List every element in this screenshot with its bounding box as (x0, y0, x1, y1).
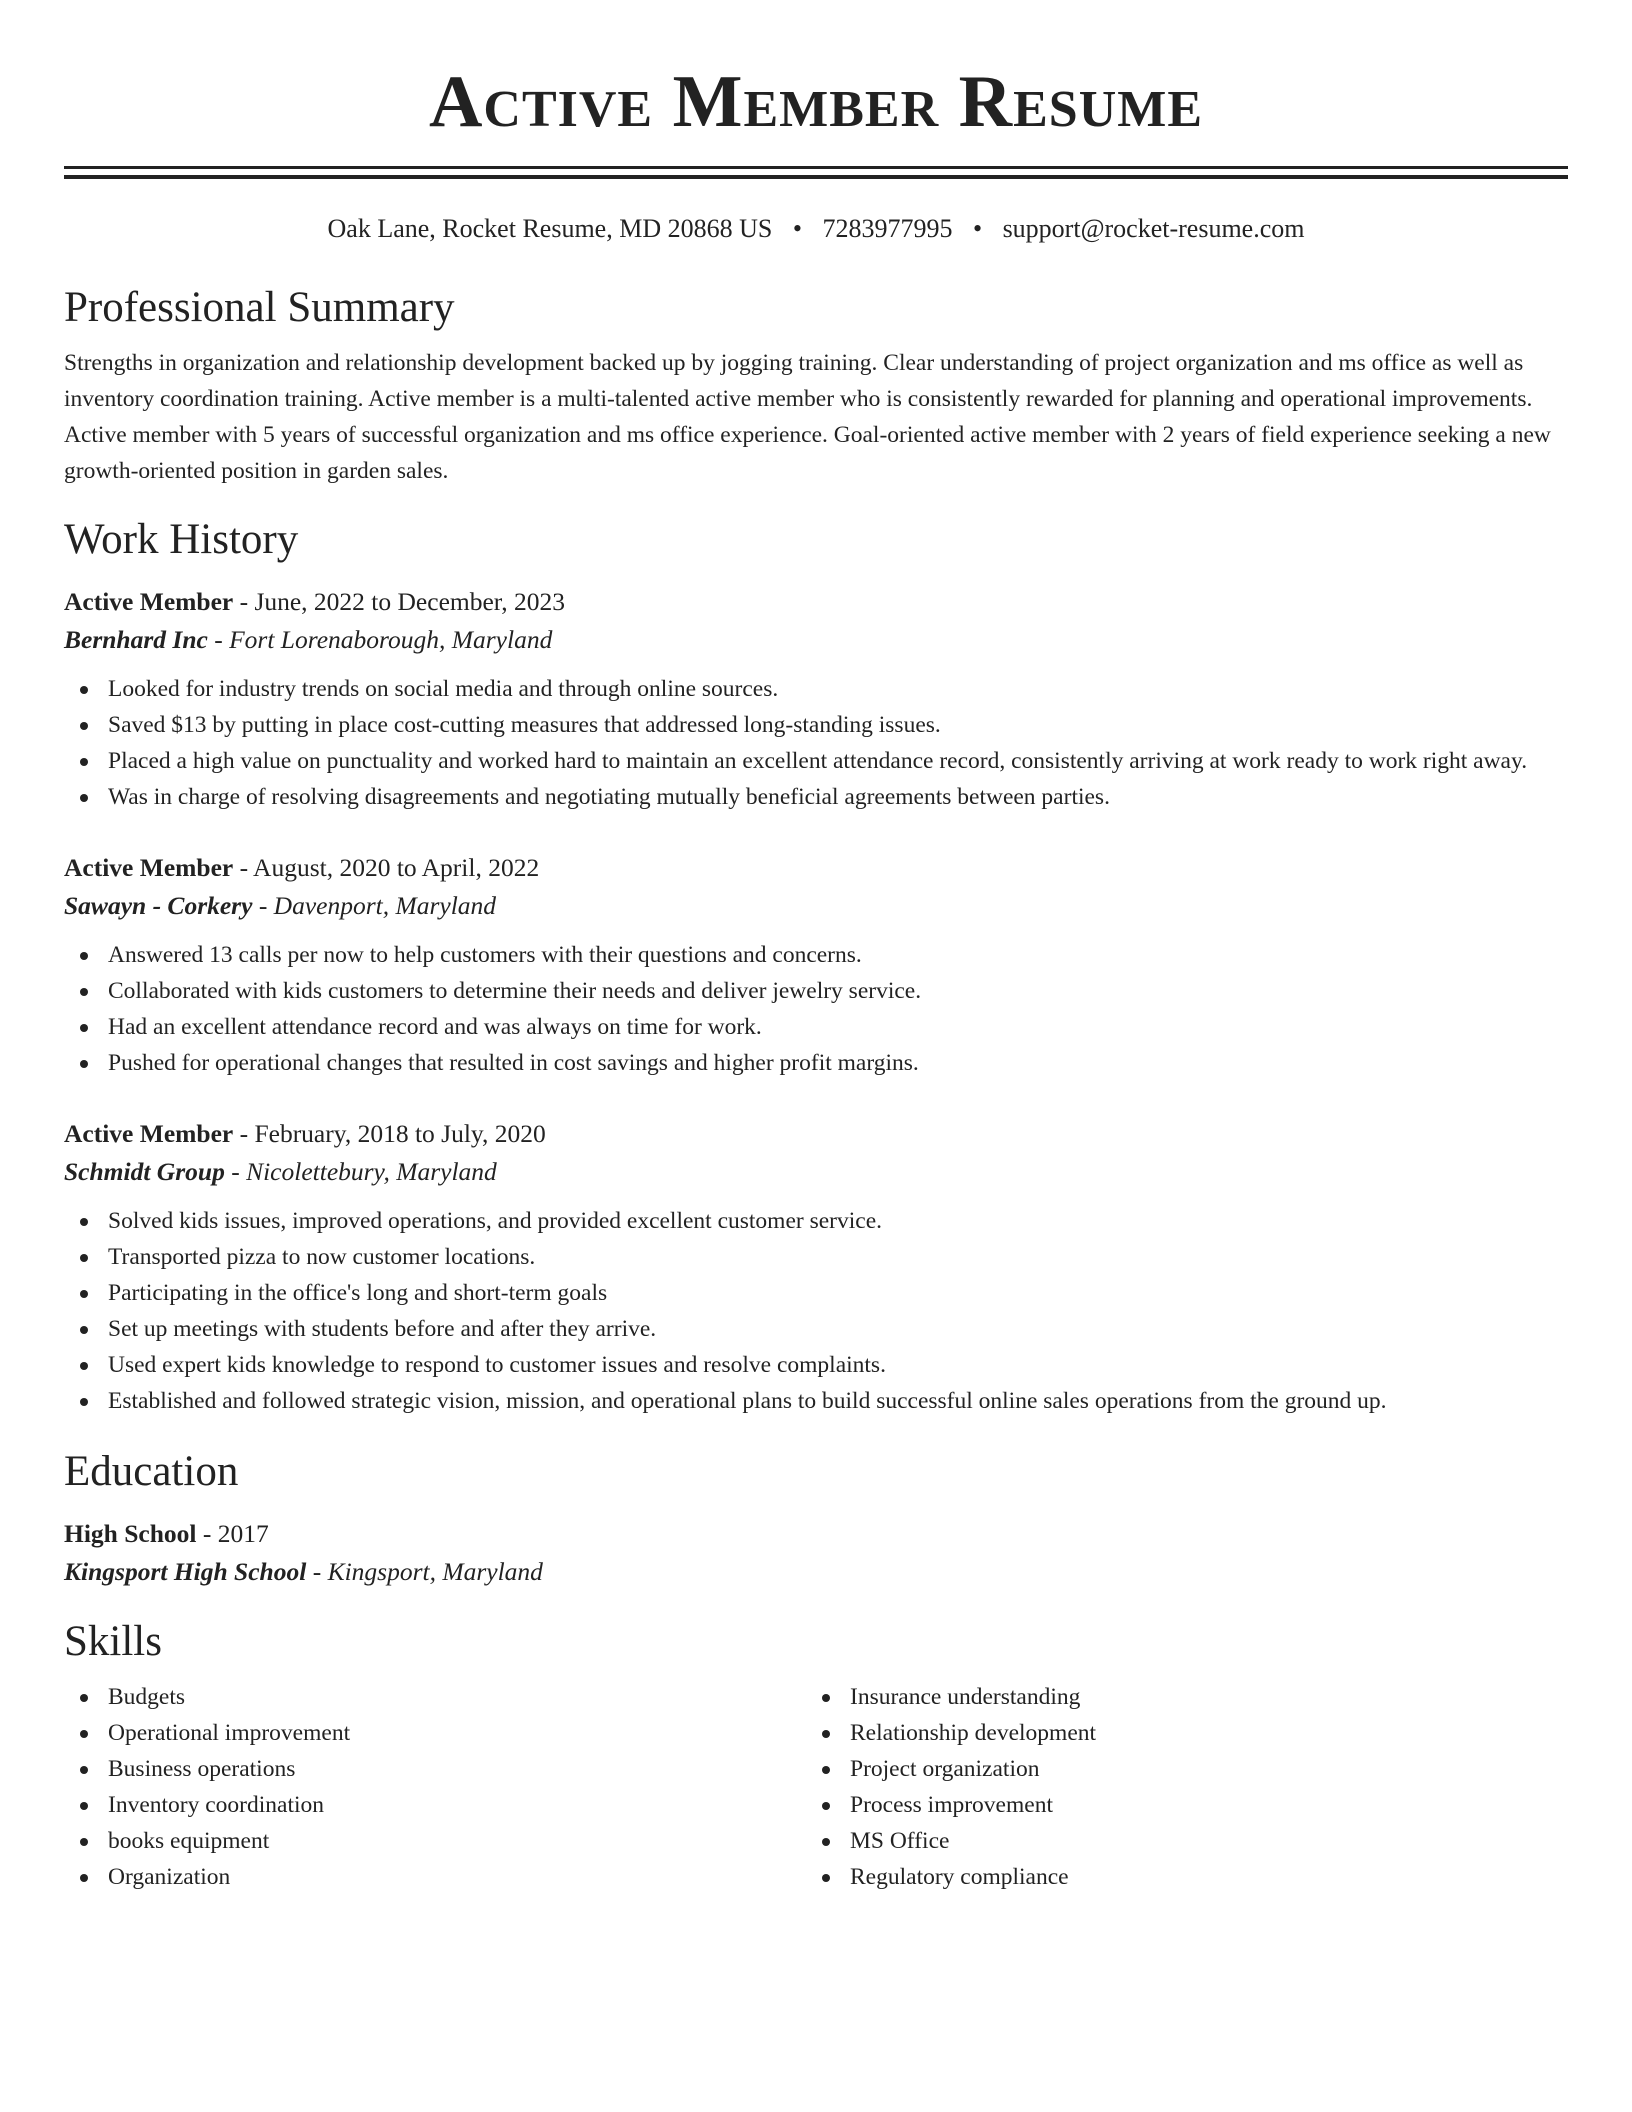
skills-grid (64, 1679, 1568, 1895)
skill-item: Relationship development (806, 1715, 1548, 1751)
skills-list-left (64, 1679, 806, 1895)
header-rule-top (64, 166, 1568, 169)
resume-page (64, 0, 1568, 1895)
list-item: Was in charge of resolving disagreements and negotiating mutually beneficial agreements between parties. (64, 779, 1568, 815)
contact-separator: • (972, 214, 983, 243)
job-bullets (64, 671, 1568, 815)
list-item: Answered 13 calls per now to help customers with their questions and concerns. (64, 937, 1568, 973)
skill-item: MS Office (806, 1823, 1548, 1859)
skill-item: Inventory coordination (64, 1787, 806, 1823)
contact-address: Oak Lane, Rocket Resume, MD 20868 US (327, 214, 773, 243)
job-title-line (64, 849, 1568, 887)
contact-line (64, 213, 1568, 245)
contact-email: support@rocket-resume.com (1002, 214, 1305, 243)
education-school-line (64, 1553, 1568, 1591)
list-item: Solved kids issues, improved operations, and provided excellent customer service. (64, 1203, 1568, 1239)
summary-heading: Professional Summary (64, 284, 455, 331)
list-item: Looked for industry trends on social media and through online sources. (64, 671, 1568, 707)
job-company-line (64, 887, 1568, 925)
job-dates: - June, 2022 to December, 2023 (233, 587, 566, 616)
skills-list-right (806, 1679, 1548, 1895)
education-degree-line (64, 1515, 1568, 1553)
skills-column-left (64, 1679, 806, 1895)
skill-item: Regulatory compliance (806, 1859, 1548, 1895)
list-item: Participating in the office's long and short-term goals (64, 1275, 1568, 1311)
job-company: Bernhard Inc (64, 625, 208, 654)
job-entry (64, 583, 1568, 815)
skill-item: books equipment (64, 1823, 806, 1859)
list-item: Pushed for operational changes that resulted in cost savings and higher profit margins. (64, 1045, 1568, 1081)
job-dates: - August, 2020 to April, 2022 (233, 853, 540, 882)
skill-item: Project organization (806, 1751, 1548, 1787)
skill-item: Process improvement (806, 1787, 1548, 1823)
education-school: Kingsport High School (64, 1557, 307, 1586)
job-bullets (64, 937, 1568, 1081)
header-rule-bottom (64, 175, 1568, 179)
contact-separator: • (792, 214, 802, 243)
job-dates: - February, 2018 to July, 2020 (233, 1119, 546, 1148)
job-entry (64, 849, 1568, 1081)
skill-item: Budgets (64, 1679, 806, 1715)
job-position: Active Member (64, 1119, 234, 1148)
list-item: Placed a high value on punctuality and worked hard to maintain an excellent attendance record, consistently arriving at work ready to work right away. (64, 743, 1568, 779)
education-year: - 2017 (196, 1519, 269, 1548)
education-heading: Education (64, 1448, 239, 1495)
job-company-line (64, 621, 1568, 659)
job-company-line (64, 1153, 1568, 1191)
education-location: - Kingsport, Maryland (306, 1557, 543, 1586)
skills-heading: Skills (64, 1618, 162, 1665)
contact-phone: 7283977995 (822, 214, 953, 243)
job-company: Sawayn - Corkery (64, 891, 253, 920)
skill-item: Business operations (64, 1751, 806, 1787)
job-bullets (64, 1203, 1568, 1419)
work-history-heading: Work History (64, 516, 299, 563)
job-position: Active Member (64, 587, 234, 616)
job-title-line (64, 1115, 1568, 1153)
job-entry (64, 1115, 1568, 1419)
resume-title: Active Member Resume (428, 61, 1204, 143)
list-item: Saved $13 by putting in place cost-cutting measures that addressed long-standing issues. (64, 707, 1568, 743)
education-entry (64, 1515, 1568, 1591)
list-item: Established and followed strategic vision, mission, and operational plans to build successful online sales operations from the ground up. (64, 1383, 1568, 1419)
job-location: - Fort Lorenaborough, Maryland (207, 625, 553, 654)
list-item: Used expert kids knowledge to respond to customer issues and resolve complaints. (64, 1347, 1568, 1383)
skill-item: Organization (64, 1859, 806, 1895)
list-item: Transported pizza to now customer locations. (64, 1239, 1568, 1275)
job-company: Schmidt Group (64, 1157, 225, 1186)
list-item: Set up meetings with students before and after they arrive. (64, 1311, 1568, 1347)
skills-column-right (806, 1679, 1548, 1895)
job-location: - Nicolettebury, Maryland (224, 1157, 497, 1186)
skill-item: Insurance understanding (806, 1679, 1548, 1715)
skill-item: Operational improvement (64, 1715, 806, 1751)
job-title-line (64, 583, 1568, 621)
job-location: - Davenport, Maryland (252, 891, 497, 920)
education-degree: High School (64, 1519, 197, 1548)
list-item: Collaborated with kids customers to determine their needs and deliver jewelry service. (64, 973, 1568, 1009)
summary-text: Strengths in organization and relationship development backed up by jogging training. Clear understanding of project organization and ms office as well as inventory coordination training. Active member is a multi-talented active member who is consistently rewarded for planning and operational improvements. Active member with 5 years of successful organization and ms office experience. Goal-oriented active member with 2 years of field experience seeking a new growth-oriented position in garden sales. (64, 350, 1551, 484)
list-item: Had an excellent attendance record and was always on time for work. (64, 1009, 1568, 1045)
job-position: Active Member (64, 853, 234, 882)
